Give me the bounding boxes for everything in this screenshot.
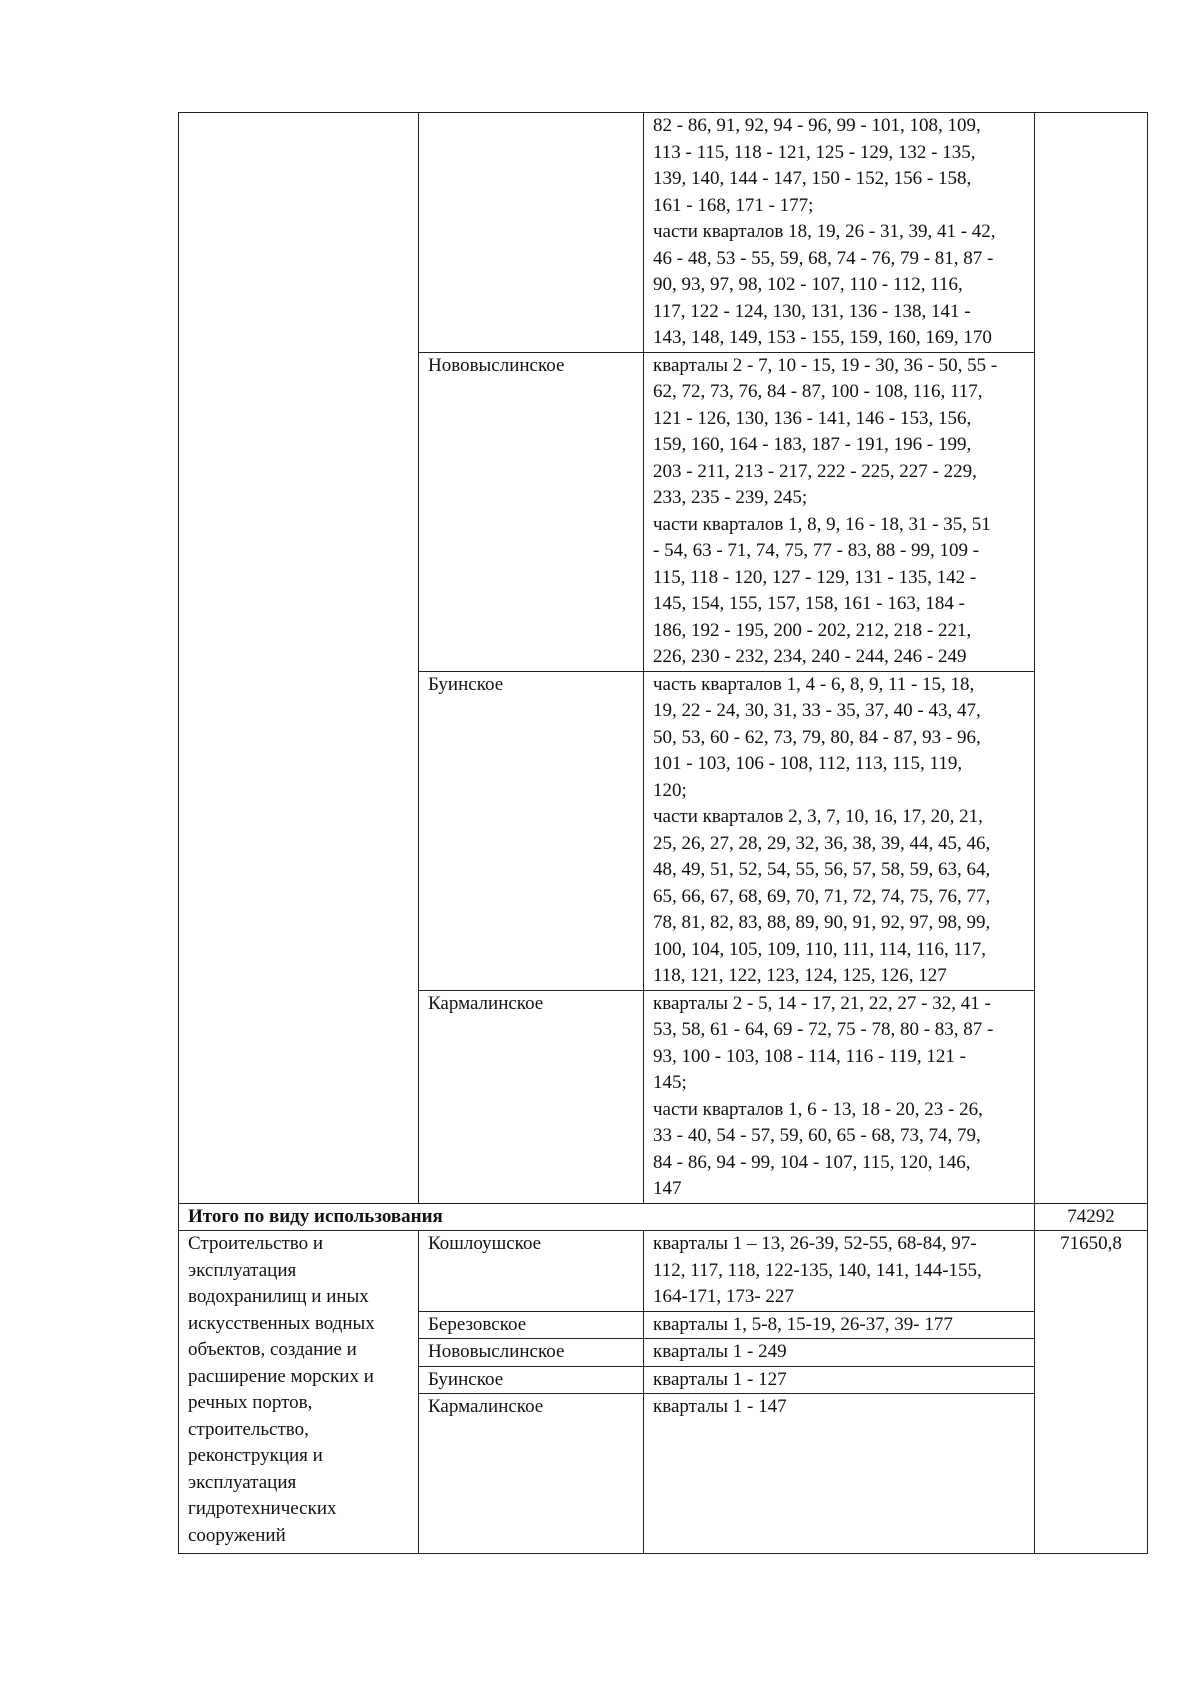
forestry-cell: Нововыслинское	[419, 352, 644, 671]
quarters-cell: кварталы 1, 5-8, 15-19, 26-37, 39- 177	[644, 1311, 1035, 1339]
quarters-cell: кварталы 1 - 147	[644, 1394, 1035, 1554]
area-cell	[1035, 113, 1148, 1204]
forestry-cell: Кармалинское	[419, 990, 644, 1203]
forestry-cell: Кармалинское	[419, 1394, 644, 1554]
table-row	[179, 113, 1148, 353]
use-type-cell	[179, 113, 419, 1204]
table-row	[179, 1231, 1148, 1312]
forestry-cell: Кошлоушское	[419, 1231, 644, 1312]
quarters-cell: кварталы 1 - 127	[644, 1366, 1035, 1394]
quarters-cell: кварталы 2 - 7, 10 - 15, 19 - 30, 36 - 50, 55 - 62, 72, 73, 76, 84 - 87, 100 - 108, 116, 117, 121 - 126, 130, 136 - 141, 146 - 153, 156, 159, 160, 164 - 183, 187 - 191, 196 - 199, 203 - 211, 213 - 217, 222 - 225, 227 - 229, 233, 235 - 239, 245; части кварталов 1, 8, 9, 16 - 18, 31 - 35, 51 - 54, 63 - 71, 74, 75, 77 - 83, 88 - 99, 109 - 115, 118 - 120, 127 - 129, 131 - 135, 142 - 145, 154, 155, 157, 158, 161 - 163, 184 - 186, 192 - 195, 200 - 202, 212, 218 - 221, 226, 230 - 232, 234, 240 - 244, 246 - 249	[644, 352, 1035, 671]
total-value: 74292	[1035, 1203, 1148, 1231]
quarters-cell: кварталы 1 – 13, 26-39, 52-55, 68-84, 97- 112, 117, 118, 122-135, 140, 141, 144-155, 164-171, 173- 227	[644, 1231, 1035, 1312]
use-type-cell: Строительство и эксплуатация водохранилищ и иных искусственных водных объектов, создание и расширение морских и речных портов, строительство, реконструкция и эксплуатация гидротехнических сооружений	[179, 1231, 419, 1554]
forestry-cell: Буинское	[419, 1366, 644, 1394]
forestry-cell: Березовское	[419, 1311, 644, 1339]
forestry-cell: Буинское	[419, 671, 644, 990]
forestry-cell	[419, 113, 644, 353]
quarters-cell: кварталы 2 - 5, 14 - 17, 21, 22, 27 - 32, 41 - 53, 58, 61 - 64, 69 - 72, 75 - 78, 80 - 83, 87 - 93, 100 - 103, 108 - 114, 116 - 119, 121 - 145; части кварталов 1, 6 - 13, 18 - 20, 23 - 26, 33 - 40, 54 - 57, 59, 60, 65 - 68, 73, 74, 79, 84 - 86, 94 - 99, 104 - 107, 115, 120, 146, 147	[644, 990, 1035, 1203]
quarters-cell: кварталы 1 - 249	[644, 1339, 1035, 1367]
forestry-cell: Нововыслинское	[419, 1339, 644, 1367]
area-cell: 71650,8	[1035, 1231, 1148, 1554]
land-use-table	[178, 112, 1148, 1554]
quarters-cell: часть кварталов 1, 4 - 6, 8, 9, 11 - 15, 18, 19, 22 - 24, 30, 31, 33 - 35, 37, 40 - 43, 47, 50, 53, 60 - 62, 73, 79, 80, 84 - 87, 93 - 96, 101 - 103, 106 - 108, 112, 113, 115, 119, 120; части кварталов 2, 3, 7, 10, 16, 17, 20, 21, 25, 26, 27, 28, 29, 32, 36, 38, 39, 44, 45, 46, 48, 49, 51, 52, 54, 55, 56, 57, 58, 59, 63, 64, 65, 66, 67, 68, 69, 70, 71, 72, 74, 75, 76, 77, 78, 81, 82, 83, 88, 89, 90, 91, 92, 97, 98, 99, 100, 104, 105, 109, 110, 111, 114, 116, 117, 118, 121, 122, 123, 124, 125, 126, 127	[644, 671, 1035, 990]
total-label: Итого по виду использования	[179, 1203, 1035, 1231]
total-row	[179, 1203, 1148, 1231]
quarters-cell: 82 - 86, 91, 92, 94 - 96, 99 - 101, 108, 109, 113 - 115, 118 - 121, 125 - 129, 132 - 135, 139, 140, 144 - 147, 150 - 152, 156 - 158, 161 - 168, 171 - 177; части кварталов 18, 19, 26 - 31, 39, 41 - 42, 46 - 48, 53 - 55, 59, 68, 74 - 76, 79 - 81, 87 - 90, 93, 97, 98, 102 - 107, 110 - 112, 116, 117, 122 - 124, 130, 131, 136 - 138, 141 - 143, 148, 149, 153 - 155, 159, 160, 169, 170	[644, 113, 1035, 353]
